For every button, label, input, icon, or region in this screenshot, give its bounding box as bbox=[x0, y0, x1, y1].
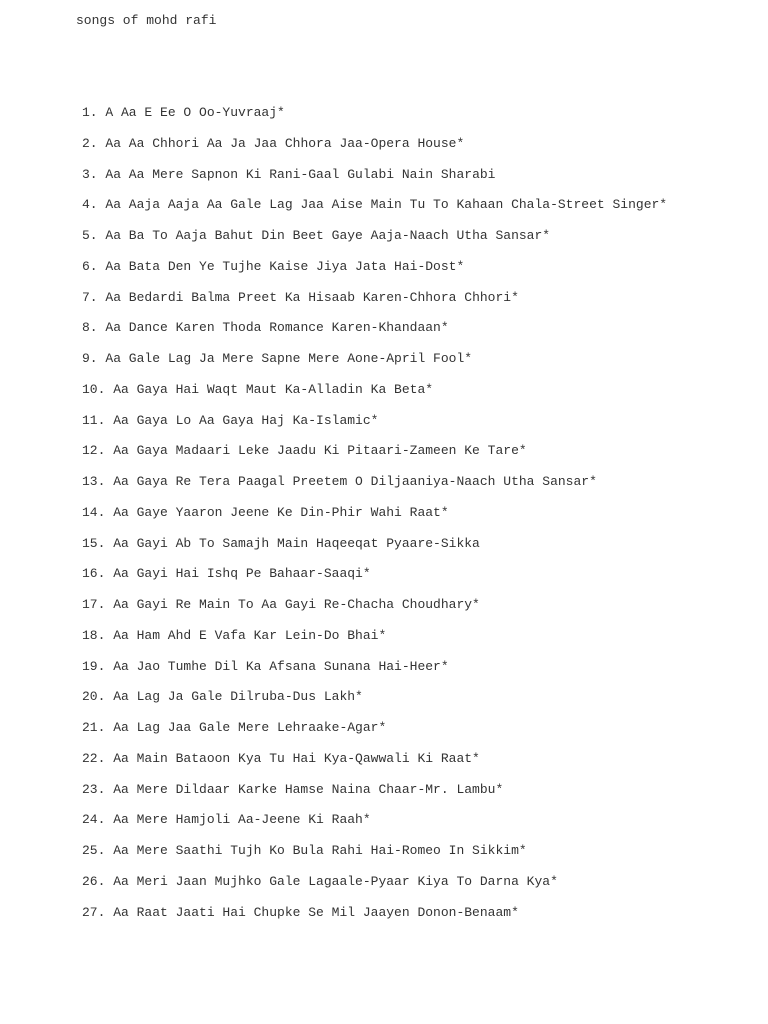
song-number: 22. bbox=[82, 750, 106, 766]
list-item bbox=[82, 135, 667, 166]
song-number: 8. bbox=[82, 320, 98, 336]
song-title: Aa Gayi Hai Ishq Pe Bahaar-Saaqi* bbox=[113, 566, 371, 582]
song-title: Aa Ham Ahd E Vafa Kar Lein-Do Bhai* bbox=[113, 627, 387, 643]
song-title: Aa Mere Hamjoli Aa-Jeene Ki Raah* bbox=[113, 812, 371, 828]
song-number: 15. bbox=[82, 535, 106, 551]
song-number: 10. bbox=[82, 381, 106, 397]
song-title: Aa Main Bataoon Kya Tu Hai Kya-Qawwali Ki Raat* bbox=[113, 750, 480, 766]
list-item bbox=[82, 535, 667, 566]
song-title: Aa Bata Den Ye Tujhe Kaise Jiya Jata Hai-Dost* bbox=[105, 258, 465, 274]
song-number: 27. bbox=[82, 904, 106, 920]
song-title: Aa Aaja Aaja Aa Gale Lag Jaa Aise Main Tu To Kahaan Chala-Street Singer* bbox=[105, 197, 668, 213]
song-title: Aa Mere Saathi Tujh Ko Bula Rahi Hai-Romeo In Sikkim* bbox=[113, 843, 527, 858]
list-item bbox=[82, 473, 667, 504]
song-title: Aa Gayi Ab To Samajh Main Haqeeqat Pyaare-Sikka bbox=[113, 535, 480, 551]
list-item bbox=[82, 781, 667, 812]
list-item bbox=[82, 811, 667, 842]
song-number: 20. bbox=[82, 689, 106, 705]
list-item bbox=[82, 442, 667, 473]
list-item bbox=[82, 166, 667, 197]
song-number: 23. bbox=[82, 781, 106, 797]
song-title: Aa Aa Chhori Aa Ja Jaa Chhora Jaa-Opera House* bbox=[105, 135, 465, 151]
song-title: Aa Bedardi Balma Preet Ka Hisaab Karen-Chhora Chhori* bbox=[105, 289, 519, 305]
song-title: Aa Gaya Hai Waqt Maut Ka-Alladin Ka Beta* bbox=[113, 381, 434, 397]
song-number: 5. bbox=[82, 228, 98, 243]
list-item bbox=[82, 688, 667, 719]
page-title: songs of mohd rafi bbox=[76, 13, 217, 28]
list-item bbox=[82, 658, 667, 689]
song-title: Aa Raat Jaati Hai Chupke Se Mil Jaayen Donon-Benaam* bbox=[113, 904, 519, 920]
list-item bbox=[82, 873, 667, 904]
list-item bbox=[82, 289, 667, 320]
list-item bbox=[82, 412, 667, 443]
list-item bbox=[82, 565, 667, 596]
song-title: Aa Mere Dildaar Karke Hamse Naina Chaar-Mr. Lambu* bbox=[113, 781, 504, 797]
song-number: 4. bbox=[82, 197, 98, 213]
song-number: 21. bbox=[82, 720, 106, 735]
song-number: 19. bbox=[82, 658, 106, 674]
song-title: Aa Gale Lag Ja Mere Sapne Mere Aone-April Fool* bbox=[105, 351, 473, 366]
song-number: 1. bbox=[82, 105, 98, 120]
song-number: 12. bbox=[82, 443, 106, 459]
list-item bbox=[82, 319, 667, 350]
song-title: Aa Gaya Madaari Leke Jaadu Ki Pitaari-Zameen Ke Tare* bbox=[113, 443, 527, 459]
list-item bbox=[82, 719, 667, 750]
song-number: 13. bbox=[82, 474, 106, 489]
song-title: Aa Lag Ja Gale Dilruba-Dus Lakh* bbox=[113, 689, 363, 705]
song-number: 3. bbox=[82, 166, 98, 182]
song-number: 14. bbox=[82, 504, 106, 520]
song-title: Aa Lag Jaa Gale Mere Lehraake-Agar* bbox=[113, 720, 387, 735]
song-number: 16. bbox=[82, 566, 106, 582]
song-list bbox=[82, 104, 667, 934]
song-title: Aa Gaya Re Tera Paagal Preetem O Diljaaniya-Naach Utha Sansar* bbox=[113, 474, 597, 489]
song-number: 11. bbox=[82, 412, 106, 428]
song-number: 24. bbox=[82, 812, 106, 828]
song-number: 9. bbox=[82, 351, 98, 366]
list-item bbox=[82, 627, 667, 658]
song-title: Aa Ba To Aaja Bahut Din Beet Gaye Aaja-Naach Utha Sansar* bbox=[105, 228, 551, 243]
song-title: Aa Meri Jaan Mujhko Gale Lagaale-Pyaar Kiya To Darna Kya* bbox=[113, 873, 558, 889]
song-title: A Aa E Ee O Oo-Yuvraaj* bbox=[105, 105, 285, 120]
list-item bbox=[82, 904, 667, 935]
song-number: 26. bbox=[82, 873, 106, 889]
song-number: 17. bbox=[82, 597, 106, 612]
song-number: 6. bbox=[82, 258, 98, 274]
song-number: 25. bbox=[82, 843, 106, 858]
list-item bbox=[82, 196, 667, 227]
song-title: Aa Gaye Yaaron Jeene Ke Din-Phir Wahi Raat* bbox=[113, 504, 449, 520]
song-title: Aa Dance Karen Thoda Romance Karen-Khandaan* bbox=[105, 320, 449, 336]
song-title: Aa Jao Tumhe Dil Ka Afsana Sunana Hai-Heer* bbox=[113, 658, 449, 674]
song-number: 2. bbox=[82, 135, 98, 151]
song-title: Aa Gayi Re Main To Aa Gayi Re-Chacha Choudhary* bbox=[113, 597, 480, 612]
list-item bbox=[82, 596, 667, 627]
list-item bbox=[82, 750, 667, 781]
list-item bbox=[82, 504, 667, 535]
song-number: 18. bbox=[82, 627, 106, 643]
list-item bbox=[82, 350, 667, 381]
list-item bbox=[82, 381, 667, 412]
list-item bbox=[82, 258, 667, 289]
list-item bbox=[82, 227, 667, 258]
list-item bbox=[82, 842, 667, 873]
song-number: 7. bbox=[82, 289, 98, 305]
song-title: Aa Gaya Lo Aa Gaya Haj Ka-Islamic* bbox=[113, 412, 379, 428]
list-item bbox=[82, 104, 667, 135]
song-title: Aa Aa Mere Sapnon Ki Rani-Gaal Gulabi Nain Sharabi bbox=[105, 166, 496, 182]
